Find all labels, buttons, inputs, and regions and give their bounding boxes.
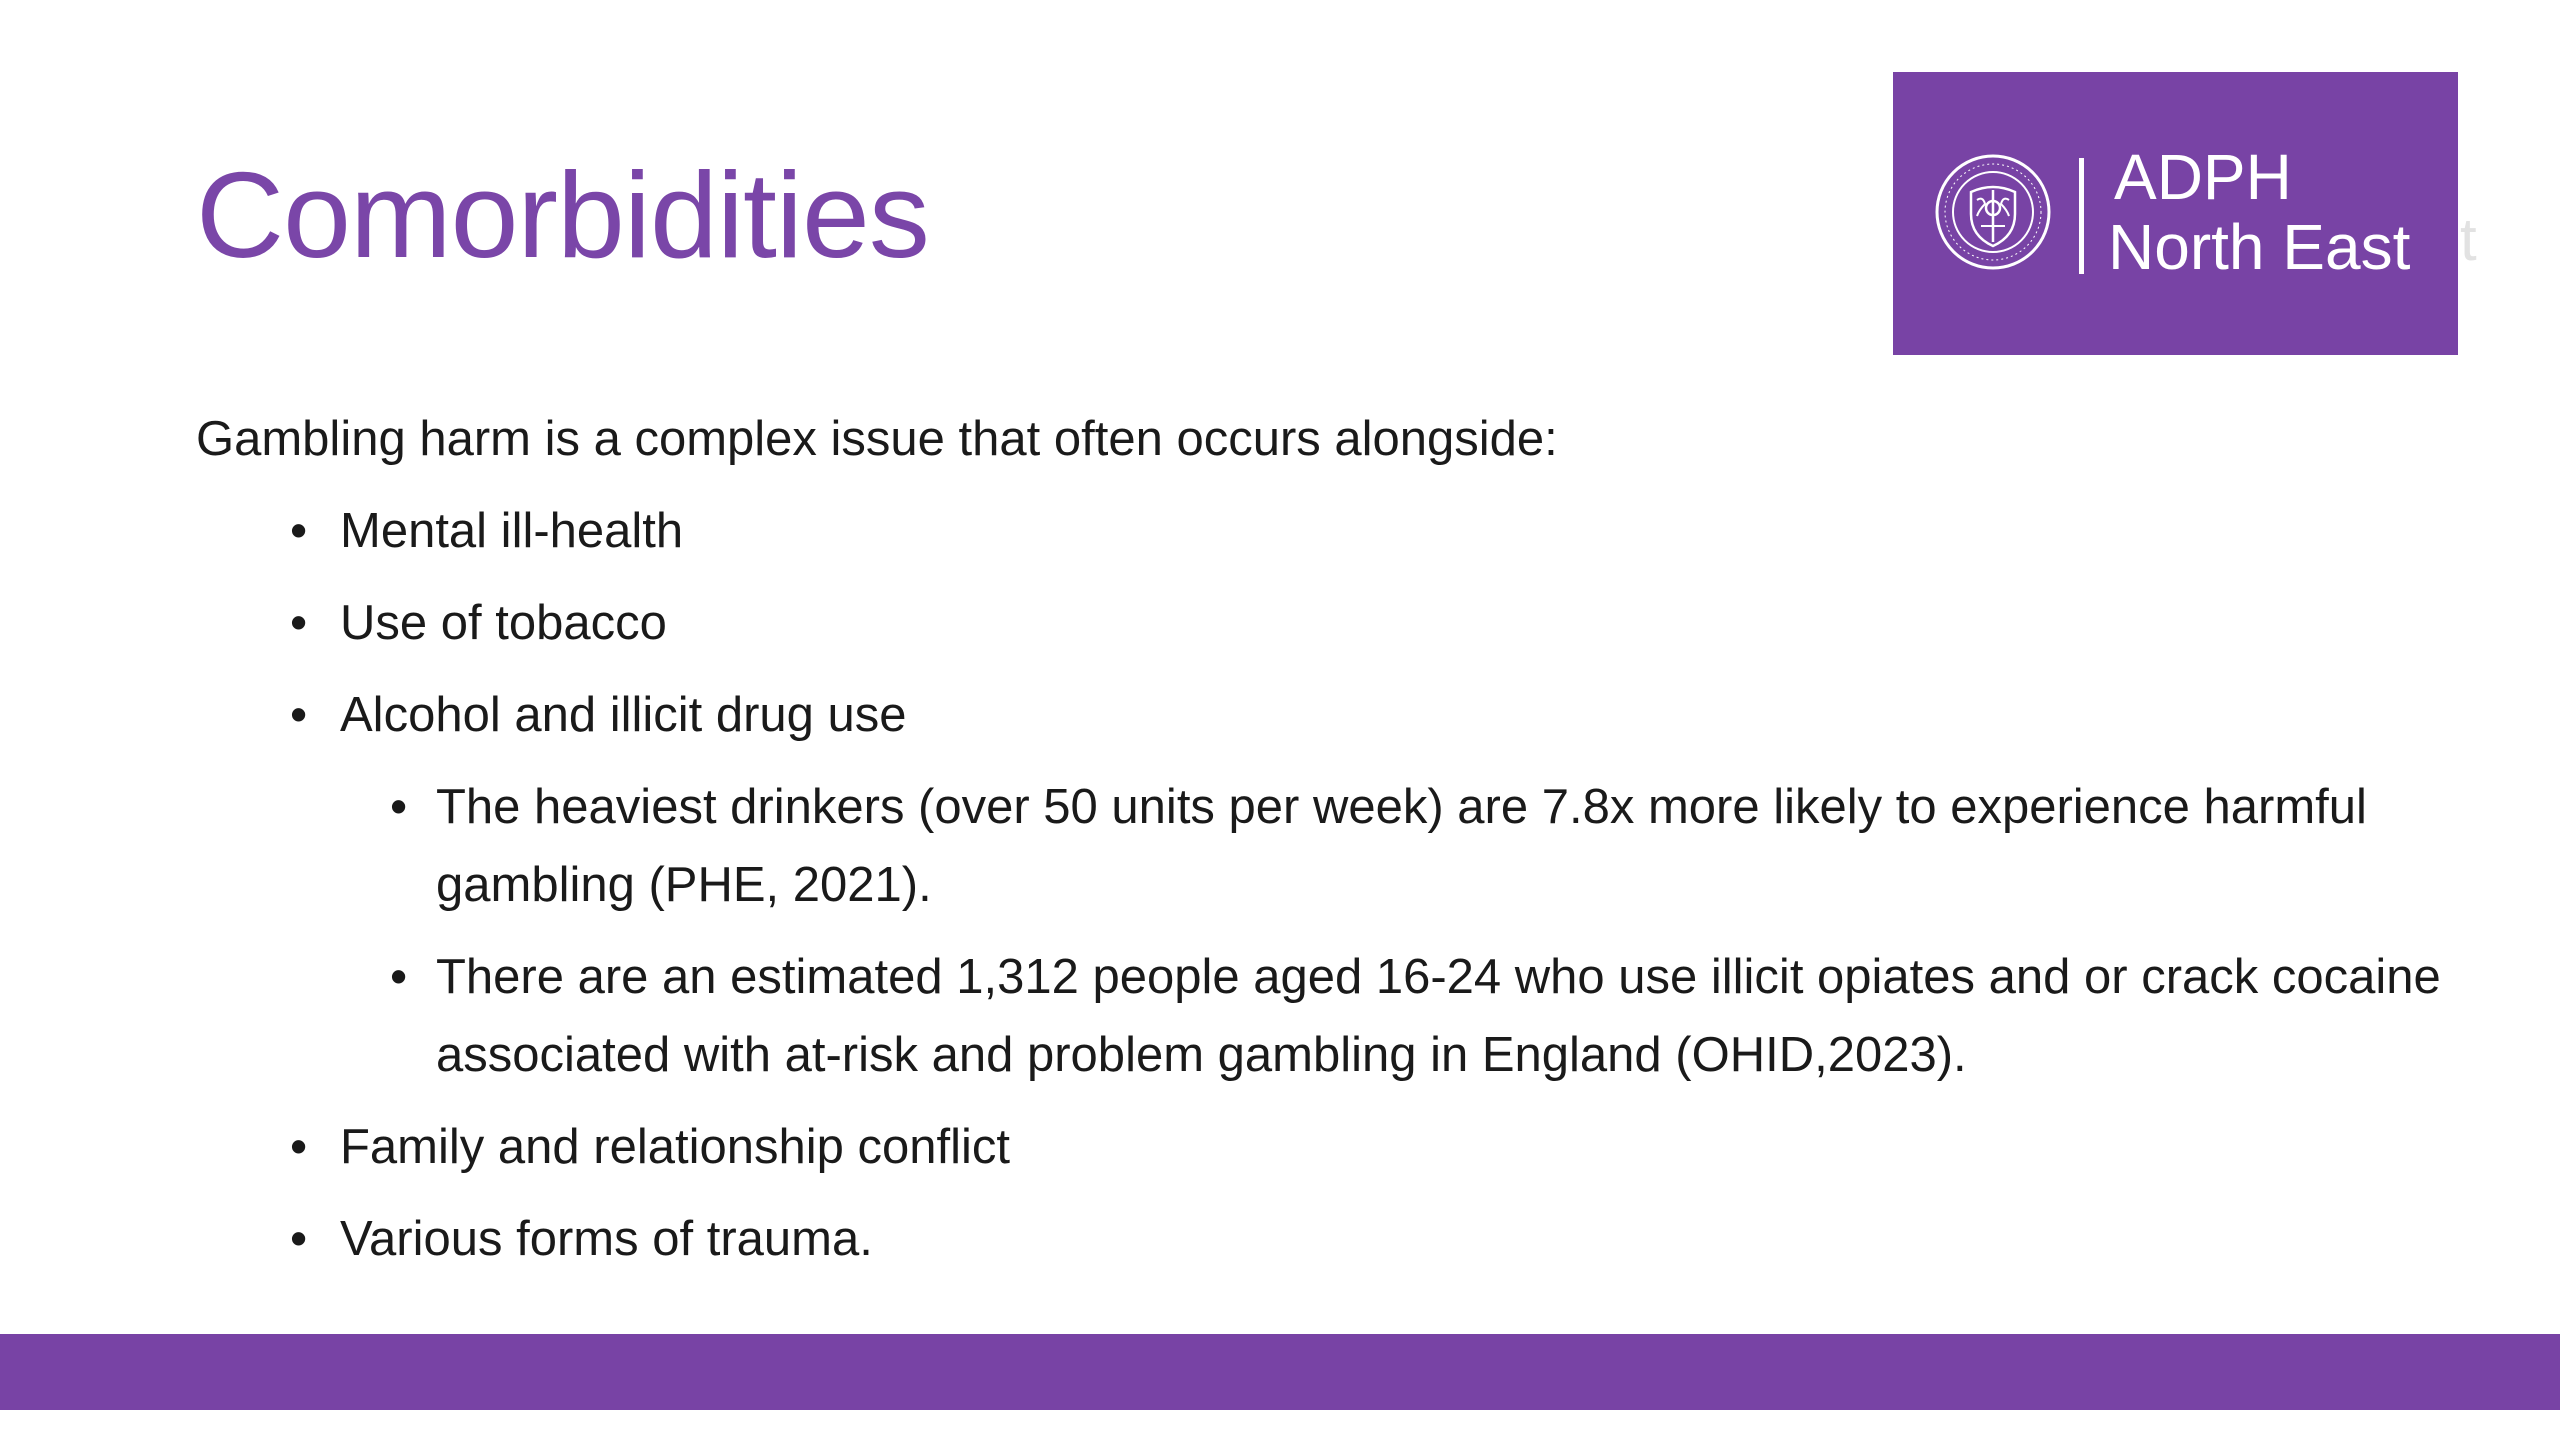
- footer-bar: [0, 1334, 2560, 1410]
- list-item-text: Mental ill-health: [340, 504, 684, 558]
- bullet-icon: •: [290, 596, 308, 650]
- slide-body: [196, 400, 2446, 1292]
- list-item-text: Family and relationship conflict: [340, 1120, 1010, 1174]
- intro-text: Gambling harm is a complex issue that often occurs alongside:: [196, 412, 1558, 466]
- adph-north-east-logo: [1893, 72, 2458, 355]
- sub-list-item-text: The heaviest drinkers (over 50 units per week) are 7.8x more likely to experience harmful gambling (PHE, 2021).: [436, 780, 2367, 912]
- slide-title: Comorbidities: [196, 147, 929, 283]
- bullet-icon: •: [390, 950, 408, 1004]
- sub-list-item-text: There are an estimated 1,312 people aged 16-24 who use illicit opiates and or crack cocaine associated with at-risk and problem gambling in England (OHID,2023).: [436, 950, 2441, 1082]
- bullet-icon: •: [290, 1212, 308, 1266]
- logo-line-adph: ADPH: [2114, 141, 2292, 213]
- logo-line-north-east: North East: [2108, 211, 2411, 283]
- bullet-icon: •: [390, 780, 408, 834]
- list-item-text: Use of tobacco: [340, 596, 667, 650]
- sub-bullet-list: [340, 768, 2446, 1094]
- bullet-icon: •: [290, 504, 308, 558]
- list-item-text: Various forms of trauma.: [340, 1212, 873, 1266]
- bullet-icon: •: [290, 1120, 308, 1174]
- bullet-icon: •: [290, 688, 308, 742]
- stray-character: t: [2460, 206, 2477, 273]
- bullet-list: [196, 492, 2446, 1278]
- logo-wordmark: [2108, 142, 2410, 282]
- list-item: [290, 676, 2446, 1094]
- sub-list-item: [390, 768, 2456, 924]
- list-item: [290, 492, 2446, 570]
- logo-divider: [2079, 158, 2084, 274]
- list-item: [290, 584, 2446, 662]
- list-item: [290, 1200, 2446, 1278]
- seal-icon: [1933, 152, 2053, 272]
- list-item: [290, 1108, 2446, 1186]
- sub-list-item: [390, 938, 2456, 1094]
- list-item-text: Alcohol and illicit drug use: [340, 688, 907, 742]
